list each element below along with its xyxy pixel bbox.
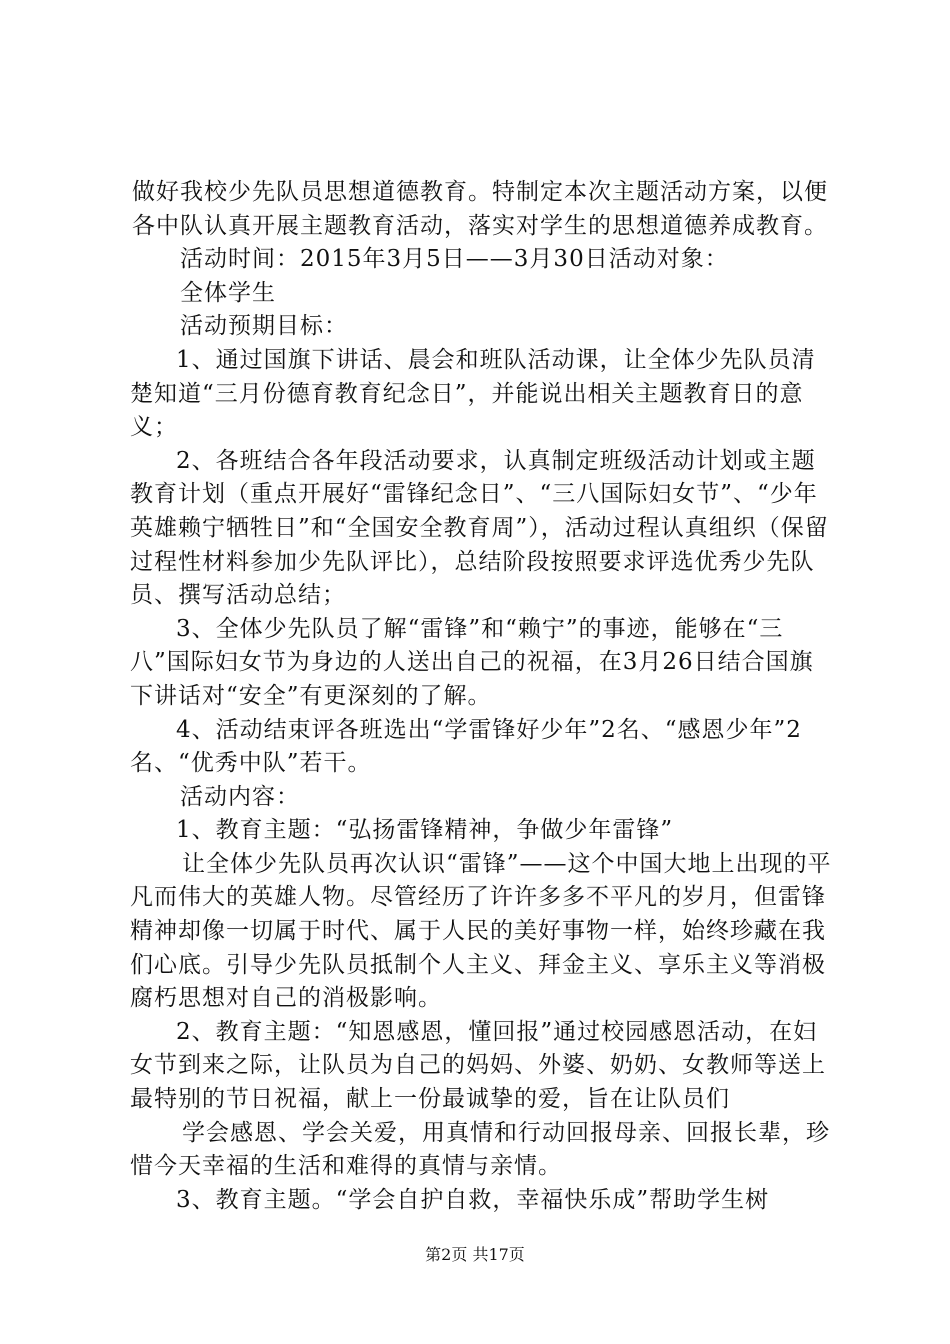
paragraph-goal-1: 1、通过国旗下讲话、晨会和班队活动课，让全体少先队员清楚知道“三月份德育教育纪念日”，并能说出相关主题教育日的意义； bbox=[130, 346, 816, 441]
paragraph-activity-time: 活动时间：2015年3月5日——3月30日活动对象： bbox=[180, 246, 729, 273]
page-footer: 第2页 共17页 bbox=[425, 1245, 525, 1264]
paragraph-goals-heading: 活动预期目标： bbox=[180, 313, 348, 340]
paragraph-goal-3: 3、全体少先队员了解“雷锋”和“赖宁”的事迹，能够在“三八”国际妇女节为身边的人送出自己的祝福，在3月26日结合国旗下讲话对“安全”有更深刻的了解。 bbox=[130, 615, 814, 709]
paragraph-goal-4: 4、活动结束评各班选出“学雷锋好少年”2名、“感恩少年”2名、“优秀中队”若干。 bbox=[130, 716, 802, 777]
paragraph-theme-2: 2、教育主题：“知恩感恩，懂回报”通过校园感恩活动，在妇女节到来之际，让队员为自己的妈妈、外婆、奶奶、女教师等送上最特别的节日祝福，献上一份最诚挚的爱，旨在让队员们 bbox=[130, 1018, 826, 1113]
paragraph-target-audience: 全体学生 bbox=[180, 279, 276, 306]
paragraph-intro: 做好我校少先队员思想道德教育。特制定本次主题活动方案，以便各中队认真开展主题教育活动，落实对学生的思想道德养成教育。 bbox=[132, 179, 828, 239]
paragraph-theme-1-body: 让全体少先队员再次认识“雷锋”——这个中国大地上出现的平凡而伟大的英雄人物。尽管经历了许许多多不平凡的岁月，但雷锋精神却像一切属于时代、属于人民的美好事物一样，始终珍藏在我们心底。引导少先队员抵制个人主义、拜金主义、享乐主义等消极腐朽思想对自己的消极影响。 bbox=[130, 850, 832, 1012]
paragraph-theme-3: 3、教育主题。“学会自护自救，幸福快乐成”帮助学生树 bbox=[176, 1186, 770, 1213]
paragraph-content-heading: 活动内容： bbox=[180, 783, 300, 810]
paragraph-theme-2-cont: 学会感恩、学会关爱，用真情和行动回报母亲、回报长辈，珍惜今天幸福的生活和难得的真情与亲情。 bbox=[130, 1119, 830, 1180]
paragraph-goal-2: 2、各班结合各年段活动要求，认真制定班级活动计划或主题教育计划（重点开展好“雷锋纪念日”、“三八国际妇女节”、“少年英雄赖宁牺牲日”和“全国安全教育周”），活动过程认真组织（保留过程性材料参加少先队评比），总结阶段按照要求评选优秀少先队员、撰写活动总结； bbox=[130, 447, 829, 609]
document-body bbox=[130, 176, 835, 1217]
paragraph-theme-1-title: 1、教育主题：“弘扬雷锋精神，争做少年雷锋” bbox=[176, 817, 674, 844]
